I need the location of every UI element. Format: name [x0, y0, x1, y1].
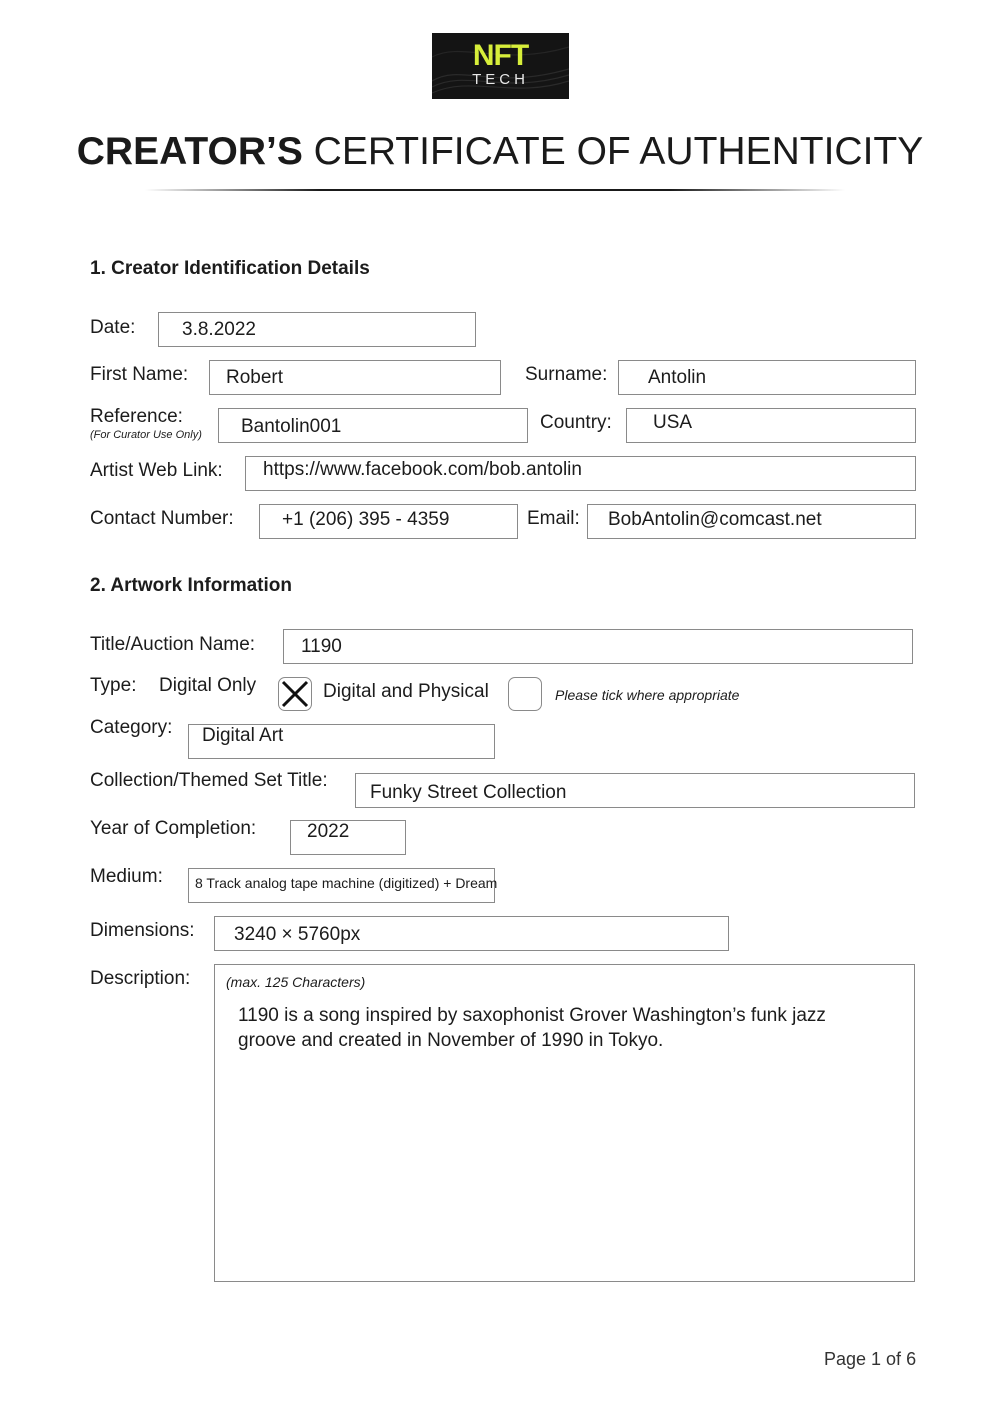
- date-label: Date:: [90, 317, 136, 338]
- collection-field[interactable]: Funky Street Collection: [355, 773, 915, 808]
- medium-field[interactable]: 8 Track analog tape machine (digitized) + Dream: [188, 868, 495, 903]
- dimensions-label: Dimensions:: [90, 920, 195, 941]
- type-digital-only-label: Digital Only: [159, 675, 257, 696]
- country-field[interactable]: USA: [626, 408, 916, 443]
- date-field[interactable]: 3.8.2022: [158, 312, 476, 347]
- category-field[interactable]: Digital Art: [188, 724, 495, 759]
- first-name-field[interactable]: Robert: [209, 360, 501, 395]
- category-label: Category:: [90, 717, 173, 738]
- digital-and-physical-checkbox[interactable]: [508, 677, 542, 711]
- title-rest: CERTIFICATE OF AUTHENTICITY: [302, 130, 924, 173]
- dimensions-field[interactable]: 3240 × 5760px: [214, 916, 729, 951]
- logo-tech-text: TECH: [472, 71, 529, 88]
- section-1-heading: 1. Creator Identification Details: [90, 258, 370, 279]
- logo-nft-text: NFT: [472, 39, 529, 72]
- description-text: 1190 is a song inspired by saxophonist Grover Washington’s funk jazz groove and created in November of 1990 in Tokyo.: [238, 1005, 826, 1051]
- country-label: Country:: [540, 412, 612, 433]
- surname-field[interactable]: Antolin: [618, 360, 916, 395]
- title-divider: [145, 189, 845, 191]
- checked-x-icon: [279, 678, 311, 710]
- description-label: Description:: [90, 968, 191, 989]
- reference-field[interactable]: Bantolin001: [218, 408, 528, 443]
- type-label: Type:: [90, 675, 137, 696]
- contact-number-field[interactable]: +1 (206) 395 - 4359: [259, 504, 518, 539]
- title-auction-label: Title/Auction Name:: [90, 634, 256, 655]
- tick-hint: Please tick where appropriate: [555, 687, 740, 703]
- title-auction-field[interactable]: 1190: [283, 629, 913, 664]
- description-hint: (max. 125 Characters): [226, 974, 366, 990]
- contact-number-label: Contact Number:: [90, 508, 234, 529]
- title-bold: CREATOR’S: [76, 130, 303, 173]
- year-label: Year of Completion:: [90, 818, 257, 839]
- type-digital-physical-label: Digital and Physical: [323, 681, 489, 702]
- nft-tech-logo: [432, 33, 569, 99]
- medium-label: Medium:: [90, 866, 163, 887]
- digital-only-checkbox[interactable]: [278, 677, 312, 711]
- year-field[interactable]: 2022: [290, 820, 406, 855]
- reference-label: Reference:: [90, 406, 183, 427]
- email-field[interactable]: BobAntolin@comcast.net: [587, 504, 916, 539]
- first-name-label: First Name:: [90, 364, 189, 385]
- web-link-label: Artist Web Link:: [90, 460, 223, 481]
- section-2-heading: 2. Artwork Information: [90, 575, 292, 596]
- description-field[interactable]: [214, 964, 915, 1282]
- reference-note: (For Curator Use Only): [90, 429, 202, 441]
- page-number: Page 1 of 6: [824, 1349, 917, 1369]
- surname-label: Surname:: [525, 364, 608, 385]
- collection-label: Collection/Themed Set Title:: [90, 770, 328, 791]
- web-link-field[interactable]: https://www.facebook.com/bob.antolin: [245, 456, 916, 491]
- page-title: [0, 128, 1000, 176]
- email-label: Email:: [527, 508, 580, 529]
